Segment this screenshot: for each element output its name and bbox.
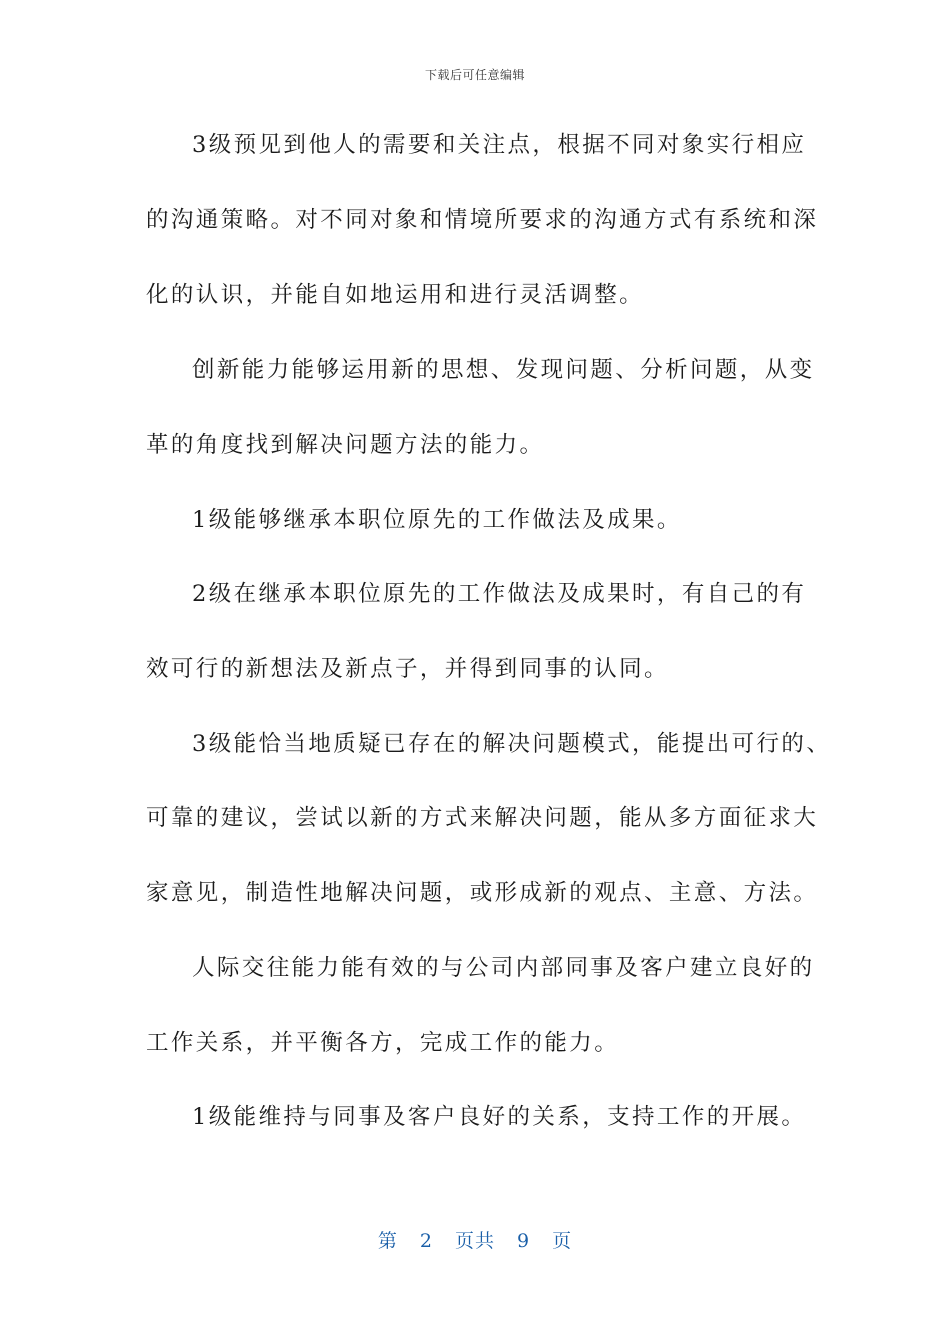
paragraph-line: 革的角度找到解决问题方法的能力。 xyxy=(146,432,545,458)
paragraph-line: 化的认识，并能自如地运用和进行灵活调整。 xyxy=(146,282,645,308)
paragraph-line: 家意见，制造性地解决问题，或形成新的观点、主意、方法。 xyxy=(146,880,819,906)
paragraph-line: 创新能力能够运用新的思想、发现问题、分析问题，从变 xyxy=(192,357,815,383)
footer-middle: 页共 xyxy=(454,1230,495,1252)
paragraph-line: 效可行的新想法及新点子，并得到同事的认同。 xyxy=(146,656,669,682)
paragraph-line: 可靠的建议，尝试以新的方式来解决问题，能从多方面征求大 xyxy=(146,805,819,831)
paragraph-line: 人际交往能力能有效的与公司内部同事及客户建立良好的 xyxy=(192,955,815,981)
footer-total-pages: 9 xyxy=(517,1230,531,1252)
footer-current-page: 2 xyxy=(419,1230,433,1252)
footer-prefix: 第 xyxy=(377,1230,398,1252)
footer-suffix: 页 xyxy=(552,1230,573,1252)
paragraph-line: 1级能够继承本职位原先的工作做法及成果。 xyxy=(192,507,682,533)
header-note: 下载后可任意编辑 xyxy=(424,68,525,82)
paragraph-line: 3级预见到他人的需要和关注点，根据不同对象实行相应 xyxy=(192,132,807,158)
paragraph-line: 工作关系，并平衡各方，完成工作的能力。 xyxy=(146,1030,620,1056)
page-footer xyxy=(0,1226,950,1253)
paragraph-line: 1级能维持与同事及客户良好的关系，支持工作的开展。 xyxy=(192,1104,807,1130)
paragraph-line: 的沟通策略。对不同对象和情境所要求的沟通方式有系统和深 xyxy=(146,207,819,233)
paragraph-line: 3级能恰当地质疑已存在的解决问题模式，能提出可行的、 xyxy=(192,731,832,757)
paragraph-line: 2级在继承本职位原先的工作做法及成果时，有自己的有 xyxy=(192,581,807,607)
